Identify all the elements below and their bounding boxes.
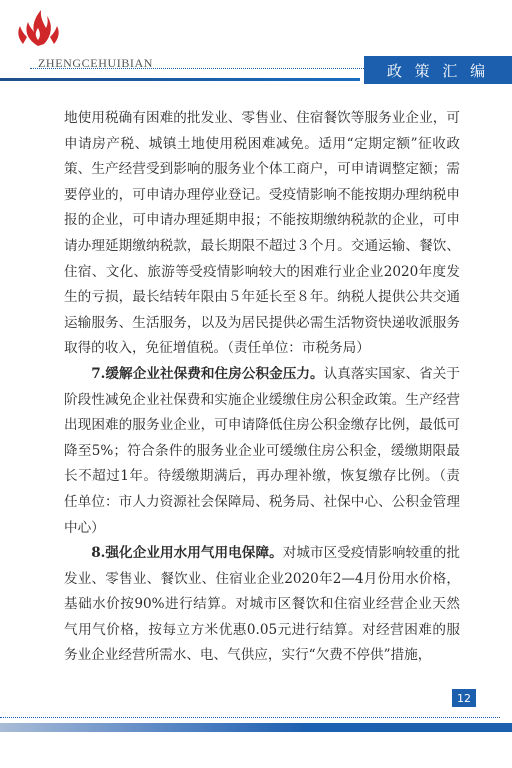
item-8-text: 对城市区受疫情影响较重的批发业、零售业、餐饮业、住宿业企业2020年2—4月份用水价格，基础水价按90%进行结算。对城市区餐饮和住宿业经营企业天然气用气价格，按每立方米优惠0.05元进行结算。对经营困难的服务业企业经营所需水、电、气供应，实行“欠费不停供”措施，: [64, 545, 460, 664]
red-flame-logo-icon: [14, 6, 62, 50]
header-dotted-rule: [30, 68, 382, 69]
paragraph-tax-relief: 地使用税确有困难的批发业、零售业、住宿餐饮等服务业企业，可申请房产税、城镇土地使用税困难减免。适用“定期定额”征收政策、生产经营受到影响的服务业个体工商户，可申请调整定额；需要停业的，可申请办理停业登记。受疫情影响不能按期办理纳税申报的企业，可申请办理延期申报；不能按期缴纳税款的企业，可申请办理延期缴纳税款，最长期限不超过３个月。交通运输、餐饮、住宿、文化、旅游等受疫情影响较大的困难行业企业2020年度发生的亏损，最长结转年限由５年延长至８年。纳税人提供公共交通运输服务、生活服务，以及为居民提供必需生活物资快递收派服务取得的收入，免征增值税。（责任单位：市税务局）: [64, 110, 460, 357]
footer-dotted-rule: [0, 717, 500, 718]
brand-name: ZHENGCEHUIBIAN: [38, 56, 154, 70]
section-title: 政 策 汇 编: [364, 56, 512, 84]
footer-bar: [0, 723, 512, 732]
header-rule: [0, 78, 360, 81]
document-body: [64, 106, 460, 669]
paragraph-utilities: [64, 541, 460, 669]
paragraph-social-security: [64, 362, 460, 541]
item-8-heading: 8.强化企业用水用气用电保障。: [91, 545, 283, 562]
item-7-heading: 7.缓解企业社保费和住房公积金压力。: [91, 365, 324, 382]
item-7-text: 认真落实国家、省关于阶段性减免企业社保费和实施企业缓缴住房公积金政策。生产经营出现困难的服务业企业，可申请降低住房公积金缴存比例，最低可降至5%；符合条件的服务业企业可缓缴住房公积金，缓缴期限最长不超过1年。待缓缴期满后，再办理补缴，恢复缴存比例。（责任单位：市人力资源社会保障局、税务局、社保中心、公积金管理中心）: [64, 365, 460, 536]
page-number: 12: [452, 689, 476, 707]
